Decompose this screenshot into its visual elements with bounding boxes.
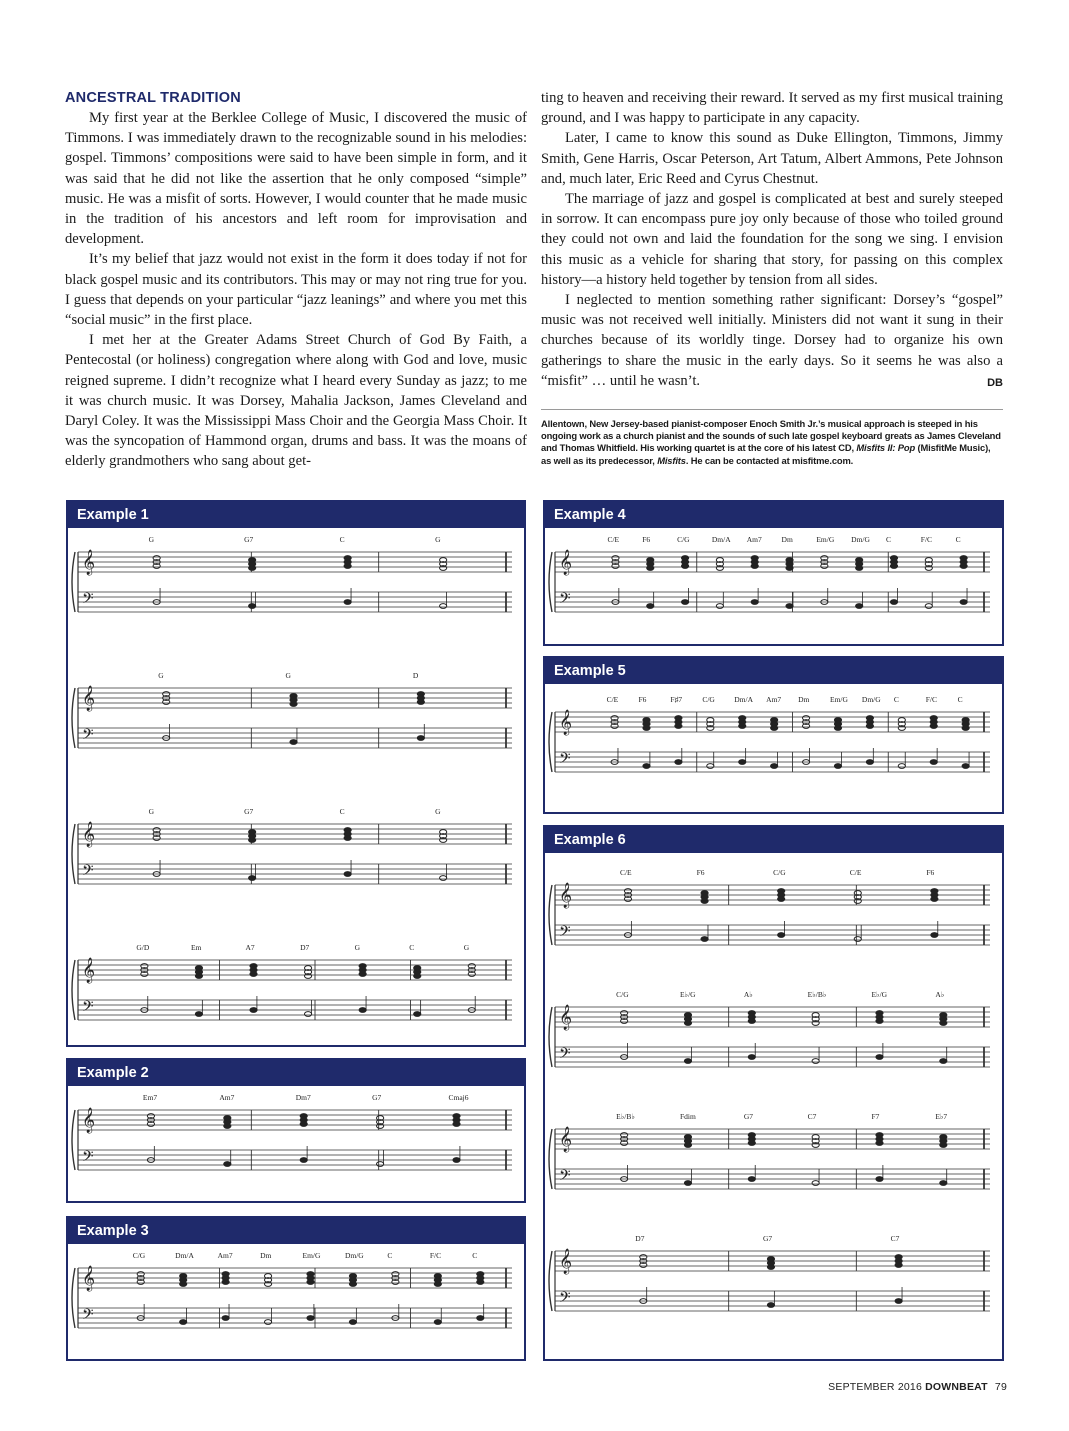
bass-clef-icon: 𝄢 [82,726,94,747]
note-head [477,1280,484,1285]
chord-symbol: C7 [890,1234,900,1243]
note-head [359,972,366,977]
bass-clef-icon: 𝄢 [82,590,94,611]
bass-clef-icon: 𝄢 [82,1306,94,1327]
note-head [898,764,905,769]
signoff-mark: DB [987,376,1003,389]
example-3-box [66,1216,526,1361]
treble-clef-icon: 𝄞 [82,822,96,847]
note-head [684,1181,691,1186]
treble-clef-icon: 𝄞 [559,1005,573,1030]
chord-symbol: D [412,671,419,680]
bass-clef-icon: 𝄢 [559,923,571,944]
brace [549,552,552,612]
note-head [748,1019,755,1024]
article-left-column [65,88,527,472]
note-head [931,933,938,938]
note-head [812,1059,819,1064]
note-head [940,1181,947,1186]
note-head [349,1320,356,1325]
chord-symbol: F6 [926,868,935,877]
treble-clef-icon: 𝄞 [559,710,573,735]
note-head [643,726,650,731]
chord-symbol: G [354,943,361,952]
chord-symbol: C [957,695,963,704]
note-head [300,1122,307,1127]
brace [549,1007,552,1067]
ex6-system-4 [549,1234,990,1311]
note-head [250,972,257,977]
note-head [876,1141,883,1146]
paragraph: It’s my belief that jazz would not exist in the form it does today if not for black gospel music and its contributors. This may or may not ring true for you. I guess that depends on your particular “jazz leanings” and where you met this “social music” in the first place. [65,251,527,329]
ex3-system-1 [72,1251,512,1328]
chord-symbol: C/G [773,868,786,877]
chord-symbol: F/C [429,1251,442,1260]
ex1-system-4 [72,943,512,1020]
bass-clef-icon: 𝄢 [82,1148,94,1169]
note-head [414,974,421,979]
note-head [751,600,758,605]
note-head [195,1012,202,1017]
note-head [180,1282,187,1287]
note-head [876,1055,883,1060]
chord-symbol: G7 [762,1234,773,1243]
paragraph-continuation: ting to heaven and receiving their reward. It served as my first musical training ground, and I was happy to participate in any capacity. [541,90,1003,127]
note-head [854,937,861,942]
note-head [960,600,967,605]
author-bio: Allentown, New Jersey-based pianist-composer Enoch Smith Jr.’s musical approach is steeped in his ongoing work as a church pianist and the sounds of such late gospel keyboard greats as James Cleveland and Thomas Whitfield. His working quartet is at the core of his latest CD, Misfits II: Pop (MisfitMe Music), as well as its predecessor, Misfits. He can be contacted at misfitme.com. [541,418,1001,466]
note-head [778,933,785,938]
note-head [739,760,746,765]
paragraph [541,290,1003,391]
note-head [856,566,863,571]
bass-clef-icon: 𝄢 [559,1045,571,1066]
note-head [684,1021,691,1026]
note-head [834,764,841,769]
chord-symbol: G7 [743,1112,753,1121]
ex6-system-1 [549,868,990,945]
note-head [224,1124,231,1129]
example-1-score [68,528,524,1045]
chord-symbol: Dm/A [711,535,731,544]
bass-clef-icon: 𝄢 [82,998,94,1019]
treble-clef-icon: 𝄞 [82,1266,96,1291]
example-title: Example 3 [68,1218,524,1244]
chord-symbol: G7 [244,535,254,544]
example-title: Example 1 [68,502,524,528]
example-2-box [66,1058,526,1203]
note-head [377,1162,384,1167]
example-3-score [68,1244,524,1359]
note-head [940,1059,947,1064]
example-4-score [545,528,1002,644]
note-head [180,1320,187,1325]
note-head [778,897,785,902]
chord-symbol: Em/G [829,695,848,704]
note-head [417,700,424,705]
chord-symbol: Dm/G [851,535,870,544]
note-head [675,760,682,765]
chord-symbol: C/G [132,1251,146,1260]
chord-symbol: G [463,943,470,952]
bass-staff [78,1150,512,1170]
note-head [751,564,758,569]
page-footer [828,1381,1007,1393]
chord-symbol: C [387,1251,393,1260]
note-head [349,1282,356,1287]
chord-symbol: C/E [606,695,619,704]
note-head [684,1143,691,1148]
chord-symbol: Dm [260,1251,272,1260]
ex1-system-3 [72,807,512,884]
treble-staff [78,960,512,980]
ex2-system-1 [72,1093,512,1170]
chord-symbol: G [148,535,155,544]
note-head [895,1299,902,1304]
note-head [249,566,256,571]
page-number: 79 [994,1381,1007,1393]
treble-clef-icon: 𝄞 [559,1249,573,1274]
note-head [307,1316,314,1321]
chord-symbol: Dm7 [295,1093,311,1102]
chord-symbol: C7 [807,1112,817,1121]
bass-clef-icon: 𝄢 [559,750,571,771]
treble-clef-icon: 𝄞 [82,1108,96,1133]
chord-symbol: C [893,695,899,704]
note-head [876,1019,883,1024]
note-head [344,564,351,569]
note-head [222,1316,229,1321]
chord-symbol: G [285,671,291,680]
example-4-box [543,500,1004,646]
chord-symbol: A7 [245,943,255,952]
brace [549,1129,552,1189]
chord-symbol: Dm/A [734,695,753,704]
note-head [716,604,723,609]
chord-symbol: C [339,807,345,816]
note-head [925,604,932,609]
bass-clef-icon: 𝄢 [559,590,571,611]
bass-clef-icon: 𝄢 [559,1289,571,1310]
note-head [771,764,778,769]
chord-symbol: Fdim [679,1112,696,1121]
brace [72,552,75,612]
note-head [304,1012,311,1017]
note-head [767,1303,774,1308]
note-head [643,764,650,769]
paragraph: I met her at the Greater Adams Street Church of God By Faith, a Pentecostal (or holiness) congregation where along with God and love, music reigned supreme. I didn’t recognize what I heard every Sunday as jazz; to me it was church music. It was Dorsey, Mahalia Jackson, James Cleveland and Daryl Coley. It was the Mississippi Mass Choir and the Georgia Mass Choir. It was the syncopation of Hammond organ, drums and bass. It was the moans of elderly grandmothers who sang about get- [65,332,527,470]
example-5-score [545,684,1002,812]
chord-symbol: D7 [635,1234,645,1243]
note-head [739,724,746,729]
example-title: Example 2 [68,1060,524,1086]
note-head [453,1122,460,1127]
note-head [931,897,938,902]
chord-symbol: E♭/G [871,990,888,999]
chord-symbol: C [339,535,345,544]
chord-symbol: C/G [677,535,690,544]
chord-symbol: Am7 [217,1251,233,1260]
chord-symbol: Dm [781,535,793,544]
note-head [856,604,863,609]
article-right-column [541,88,1003,467]
note-head [701,937,708,942]
note-head [249,604,256,609]
note-head [195,974,202,979]
note-head [748,1141,755,1146]
note-head [417,736,424,741]
note-head [477,1316,484,1321]
note-head [707,764,714,769]
note-head [812,1181,819,1186]
note-head [940,1021,947,1026]
brace [72,824,75,884]
example-2-score [68,1086,524,1201]
example-1-box [66,500,526,1047]
note-head [866,724,873,729]
chord-symbol: G7 [244,807,254,816]
chord-symbol: G [158,671,164,680]
note-head [895,1263,902,1268]
note-head [890,564,897,569]
chord-symbol: Em/G [302,1251,321,1260]
chord-symbol: Em7 [142,1093,158,1102]
chord-symbol: Em/G [816,535,835,544]
bass-clef-icon: 𝄢 [82,862,94,883]
note-head [701,899,708,904]
bass-staff [555,592,990,612]
treble-clef-icon: 𝄞 [559,1127,573,1152]
chord-symbol: F7 [871,1112,880,1121]
note-head [290,740,297,745]
paragraph: My first year at the Berklee College of Music, I discovered the music of Timmons. I was immediately drawn to the recognizable sound in his melodies: gospel. Timmons’ compositions were said to have been simple in form, and it was said that he did not like the assertion that he only composed “simple” music. He was a misfit of sorts. However, I would counter that he made music in the tradition of his ancestors and left room for improvisation and development. [65,110,527,248]
chord-symbol: C [885,535,892,544]
brace [549,885,552,945]
treble-staff [555,885,990,905]
note-head [962,726,969,731]
note-head [344,836,351,841]
ex1-system-2 [72,671,512,748]
treble-clef-icon: 𝄞 [82,958,96,983]
brace [72,1110,75,1170]
chord-symbol: Am7 [219,1093,235,1102]
note-head [440,876,447,881]
example-6-score [545,853,1002,1359]
section-heading: ANCESTRAL TRADITION [65,90,241,106]
chord-symbol: G7 [372,1093,382,1102]
chord-symbol: Cmaj6 [448,1093,469,1102]
ex5-system-1 [549,695,990,772]
note-head [962,764,969,769]
brace [72,960,75,1020]
note-head [440,604,447,609]
note-head [647,566,654,571]
treble-clef-icon: 𝄞 [82,686,96,711]
chord-symbol: G [435,535,441,544]
chord-symbol: F6 [642,535,651,544]
paragraph-text: I neglected to mention something rather significant: Dorsey’s “gospel” music was not received well initially. Ministers did not want it sung in their churches because of its worldly tinge. Dorsey had to organize his own gatherings to share the music in the early days. So it seems he was also a “misfit” … until he wasn’t. [541,292,1003,389]
magazine-name: DOWNBEAT [925,1381,988,1393]
chord-symbol: C/E [607,535,620,544]
chord-symbol: C/E [849,868,862,877]
chord-symbol: C/G [702,695,715,704]
example-6-box [543,825,1004,1361]
chord-symbol: C/G [616,990,629,999]
note-head [681,600,688,605]
paragraph: Later, I came to know this sound as Duke Ellington, Timmons, Jimmy Smith, Gene Harris, Oscar Peterson, Art Tatum, Albert Ammons, Pete Johnson and, much later, Eric Reed and Cyrus Chestnut. [541,130,1003,187]
chord-symbol: C [409,943,415,952]
note-head [222,1280,229,1285]
treble-staff [78,1110,512,1130]
brace [549,712,552,772]
treble-clef-icon: 𝄞 [559,550,573,575]
note-head [930,760,937,765]
divider [541,409,1003,410]
treble-clef-icon: 𝄞 [559,883,573,908]
chord-symbol: D7 [300,943,310,952]
note-head [647,604,654,609]
ex6-system-3 [549,1112,990,1189]
note-head [681,564,688,569]
chord-symbol: Em [190,943,202,952]
example-title: Example 4 [545,502,1002,528]
chord-symbol: A♭ [935,990,945,999]
note-head [786,566,793,571]
chord-symbol: Am7 [766,695,782,704]
bass-staff [555,752,990,772]
note-head [767,1265,774,1270]
chord-symbol: C [955,535,961,544]
note-head [453,1158,460,1163]
note-head [834,726,841,731]
chord-symbol: E♭/B♭ [616,1112,635,1121]
note-head [434,1320,441,1325]
note-head [249,838,256,843]
paragraph: The marriage of jazz and gospel is complicated at best and surely steeped in sorrow. It can encompass pure joy only because of those who toiled ground they could not own and laid the foundation for the song we sing. I envision this music as a vehicle for sharing that story, for passing on this complex history—a history held together by tension from all sides. [541,191,1003,288]
chord-symbol: G [148,807,155,816]
treble-clef-icon: 𝄞 [82,550,96,575]
treble-staff [78,1268,512,1288]
note-head [264,1320,271,1325]
bass-staff [555,925,990,945]
chord-symbol: F/C [920,535,933,544]
note-head [414,1012,421,1017]
chord-symbol: Dm [798,695,810,704]
chord-symbol: Dm/A [175,1251,194,1260]
note-head [290,702,297,707]
chord-symbol: G/D [136,943,150,952]
chord-symbol: E♭/B♭ [807,990,827,999]
chord-symbol: Dm/G [344,1251,364,1260]
note-head [748,1055,755,1060]
note-head [866,760,873,765]
note-head [960,564,967,569]
chord-symbol: A♭ [743,990,753,999]
example-5-box [543,656,1004,814]
note-head [748,1177,755,1182]
brace [72,688,75,748]
chord-symbol: G [435,807,441,816]
ex6-system-2 [549,990,990,1067]
note-head [675,724,682,729]
note-head [307,1280,314,1285]
bass-staff [555,1291,990,1311]
note-head [359,1008,366,1013]
note-head [890,600,897,605]
note-head [876,1177,883,1182]
note-head [930,724,937,729]
chord-symbol: F/C [925,695,938,704]
chord-symbol: F6 [638,695,647,704]
note-head [344,600,351,605]
chord-symbol: Am7 [746,535,762,544]
example-title: Example 6 [545,827,1002,853]
chord-symbol: F♯7 [670,695,683,704]
chord-symbol: C [472,1251,478,1260]
bass-staff [78,1308,512,1328]
brace [72,1268,75,1328]
brace [549,1251,552,1311]
example-title: Example 5 [545,658,1002,684]
bass-clef-icon: 𝄢 [559,1167,571,1188]
note-head [434,1282,441,1287]
note-head [786,604,793,609]
bass-staff [78,728,512,748]
note-head [771,726,778,731]
note-head [684,1059,691,1064]
chord-symbol: E♭7 [935,1112,948,1121]
note-head [249,876,256,881]
issue-date: SEPTEMBER 2016 [828,1381,922,1393]
chord-symbol: E♭/G [679,990,696,999]
treble-staff [555,552,990,572]
chord-symbol: C/E [619,868,632,877]
bass-staff [78,1000,512,1020]
note-head [300,1158,307,1163]
ex1-system-1 [72,535,512,612]
chord-symbol: Dm/G [861,695,881,704]
note-head [940,1143,947,1148]
note-head [224,1162,231,1167]
note-head [344,872,351,877]
chord-symbol: F6 [696,868,705,877]
note-head [250,1008,257,1013]
ex4-system-1 [549,535,990,612]
